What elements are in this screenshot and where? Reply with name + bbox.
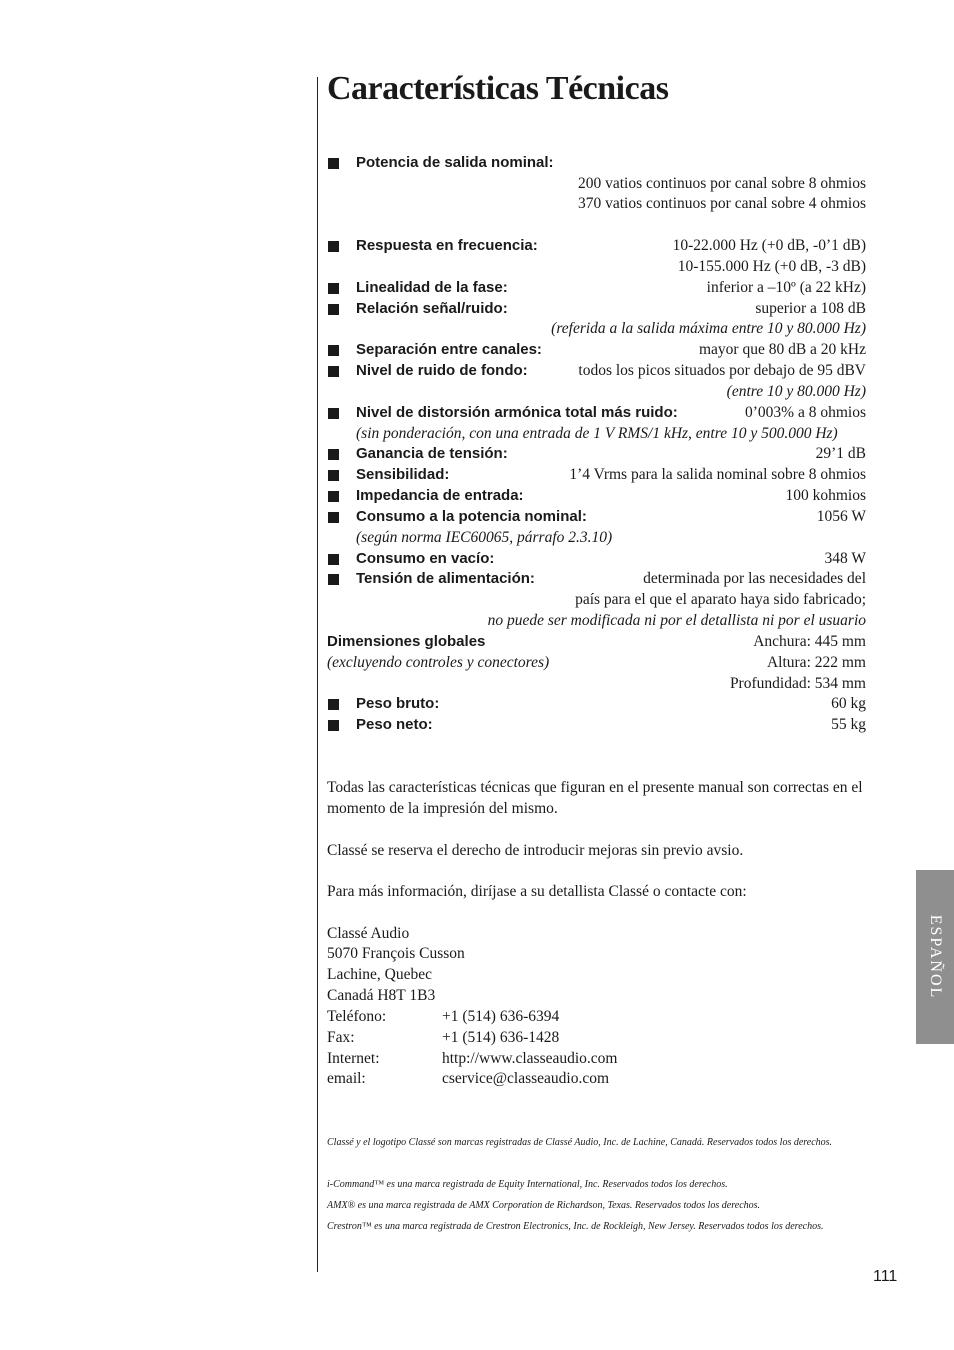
spec-note: (sin ponderación, con una entrada de 1 V RMS/1 kHz, entre 10 y 500.000 Hz) bbox=[356, 425, 838, 442]
spec-value: Altura: 222 mm bbox=[766, 654, 866, 671]
footnote-amx: AMX® es una marca registrada de AMX Corporation de Richardson, Texas. Reservados todos los derechos. bbox=[327, 1200, 761, 1211]
bullet-icon bbox=[328, 574, 339, 585]
bullet-icon bbox=[328, 408, 339, 419]
spec-value: determinada por las necesidades del bbox=[643, 570, 866, 587]
spec-value: Anchura: 445 mm bbox=[753, 633, 866, 650]
company-name: Classé Audio bbox=[327, 925, 410, 942]
phone-label: Teléfono: bbox=[327, 1008, 387, 1025]
spec-value: 29’1 dB bbox=[815, 445, 866, 462]
language-tab-label: ESPAÑOL bbox=[927, 914, 944, 1000]
spec-dimensiones bbox=[327, 631, 866, 652]
city: Lachine, Quebec bbox=[327, 966, 432, 983]
paragraph-contact: Para más información, diríjase a su detallista Classé o contacte con: bbox=[327, 883, 747, 900]
spec-label: Relación señal/ruido: bbox=[356, 300, 508, 317]
spec-note-line bbox=[327, 610, 866, 631]
email-label: email: bbox=[327, 1070, 366, 1087]
bullet-icon bbox=[328, 304, 339, 315]
spec-note-line bbox=[327, 318, 866, 339]
spec-distorsion bbox=[327, 402, 866, 423]
spec-linealidad bbox=[327, 277, 866, 298]
phone-value: +1 (514) 636-6394 bbox=[442, 1008, 560, 1025]
website-link[interactable]: http://www.classeaudio.com bbox=[442, 1050, 618, 1067]
spec-label: Separación entre canales: bbox=[356, 341, 542, 358]
spec-bruto bbox=[327, 693, 866, 714]
bullet-icon bbox=[328, 699, 339, 710]
spec-note: (entre 10 y 80.000 Hz) bbox=[726, 383, 866, 400]
spec-label: Respuesta en frecuencia: bbox=[356, 237, 538, 254]
page-number: 111 bbox=[873, 1268, 898, 1285]
spec-label: Peso neto: bbox=[356, 716, 433, 733]
spec-note: (excluyendo controles y conectores) bbox=[327, 654, 550, 671]
spec-value: 200 vatios continuos por canal sobre 8 ohmios bbox=[578, 175, 866, 192]
bullet-icon bbox=[328, 554, 339, 565]
footnote-classe: Classé y el logotipo Classé son marcas registradas de Classé Audio, Inc. de Lachine, Canadá. Reservados todos los derechos. bbox=[327, 1137, 833, 1148]
spec-note: (según norma IEC60065, párrafo 2.3.10) bbox=[356, 529, 613, 546]
spec-ganancia bbox=[327, 443, 866, 464]
spec-potencia bbox=[327, 152, 866, 173]
spec-vacio bbox=[327, 548, 866, 569]
spec-note: no puede ser modificada ni por el detallista ni por el usuario bbox=[487, 612, 866, 629]
spec-value: 10-155.000 Hz (+0 dB, -3 dB) bbox=[677, 258, 866, 275]
bullet-icon bbox=[328, 470, 339, 481]
spec-value: superior a 108 dB bbox=[755, 300, 866, 317]
spec-note-line bbox=[327, 381, 866, 402]
bullet-icon bbox=[328, 366, 339, 377]
spec-label: Peso bruto: bbox=[356, 695, 440, 712]
page-title: Características Técnicas bbox=[327, 70, 669, 107]
spec-value: 10-22.000 Hz (+0 dB, -0’1 dB) bbox=[672, 237, 866, 254]
spec-label: Consumo en vacío: bbox=[356, 550, 495, 567]
bullet-icon bbox=[328, 720, 339, 731]
spec-separacion bbox=[327, 339, 866, 360]
spec-label: Impedancia de entrada: bbox=[356, 487, 524, 504]
footnote-crestron: Crestron™ es una marca registrada de Crestron Electronics, Inc. de Rockleigh, New Jersey. Reservados todos los derechos. bbox=[327, 1221, 824, 1232]
bullet-icon bbox=[328, 449, 339, 460]
spec-consumo bbox=[327, 506, 866, 527]
spec-value: 0’003% a 8 ohmios bbox=[745, 404, 866, 421]
spec-value: 60 kg bbox=[831, 695, 866, 712]
spec-value: inferior a –10º (a 22 kHz) bbox=[706, 279, 866, 296]
paragraph-rights: Classé se reserva el derecho de introducir mejoras sin previo avsio. bbox=[327, 842, 744, 859]
bullet-icon bbox=[328, 283, 339, 294]
spec-sensibilidad bbox=[327, 464, 866, 485]
spec-label: Ganancia de tensión: bbox=[356, 445, 508, 462]
spec-relacion bbox=[327, 298, 866, 319]
spec-ruido bbox=[327, 360, 866, 381]
spec-value: 100 kohmios bbox=[785, 487, 866, 504]
fax-value: +1 (514) 636-1428 bbox=[442, 1029, 560, 1046]
spec-label: Potencia de salida nominal: bbox=[356, 154, 554, 171]
spec-value-line bbox=[327, 589, 866, 610]
spec-value: país para el que el aparato haya sido fabricado; bbox=[575, 591, 866, 608]
spec-label: Sensibilidad: bbox=[356, 466, 450, 483]
spec-value-line bbox=[327, 256, 866, 277]
spec-value: Profundidad: 534 mm bbox=[729, 675, 866, 692]
bullet-icon bbox=[328, 345, 339, 356]
paragraph-accuracy: Todas las características técnicas que figuran en el presente manual son correctas en el momento de la impresión del mismo. bbox=[327, 779, 863, 817]
margin-rule bbox=[317, 77, 318, 1272]
spec-value-line bbox=[327, 173, 866, 194]
fax-label: Fax: bbox=[327, 1029, 355, 1046]
bullet-icon bbox=[328, 158, 339, 169]
spec-dimensiones-2 bbox=[327, 652, 866, 673]
spec-label: Linealidad de la fase: bbox=[356, 279, 508, 296]
spec-label: Dimensiones globales bbox=[327, 633, 486, 650]
country: Canadá H8T 1B3 bbox=[327, 987, 436, 1004]
bullet-icon bbox=[328, 241, 339, 252]
spec-value: 1’4 Vrms para la salida nominal sobre 8 ohmios bbox=[569, 466, 866, 483]
spec-tension bbox=[327, 568, 866, 589]
bullet-icon bbox=[328, 512, 339, 523]
spec-value-line bbox=[327, 193, 866, 214]
internet-label: Internet: bbox=[327, 1050, 380, 1067]
spec-impedancia bbox=[327, 485, 866, 506]
spec-value: mayor que 80 dB a 20 kHz bbox=[698, 341, 866, 358]
spec-note: (referida a la salida máxima entre 10 y 80.000 Hz) bbox=[551, 320, 866, 337]
street-address: 5070 François Cusson bbox=[327, 945, 465, 962]
bullet-icon bbox=[328, 491, 339, 502]
spec-value: 370 vatios continuos por canal sobre 4 ohmios bbox=[578, 195, 866, 212]
spec-note-line bbox=[327, 527, 866, 548]
spec-label: Nivel de ruido de fondo: bbox=[356, 362, 528, 379]
spec-note-line bbox=[327, 423, 866, 444]
spec-neto bbox=[327, 714, 866, 735]
spec-respuesta bbox=[327, 235, 866, 256]
footnote-icommand: i-Command™ es una marca registrada de Equity International, Inc. Reservados todos los derechos. bbox=[327, 1179, 728, 1190]
spec-value: 55 kg bbox=[831, 716, 866, 733]
spec-label: Nivel de distorsión armónica total más ruido: bbox=[356, 404, 678, 421]
spec-label: Tensión de alimentación: bbox=[356, 570, 535, 587]
spec-value-line bbox=[327, 673, 866, 694]
spec-value: 1056 W bbox=[816, 508, 866, 525]
language-tab bbox=[916, 870, 954, 1044]
email-link[interactable]: cservice@classeaudio.com bbox=[442, 1070, 610, 1087]
spec-label: Consumo a la potencia nominal: bbox=[356, 508, 587, 525]
spec-value: 348 W bbox=[824, 550, 866, 567]
spec-value: todos los picos situados por debajo de 95 dBV bbox=[578, 362, 866, 379]
